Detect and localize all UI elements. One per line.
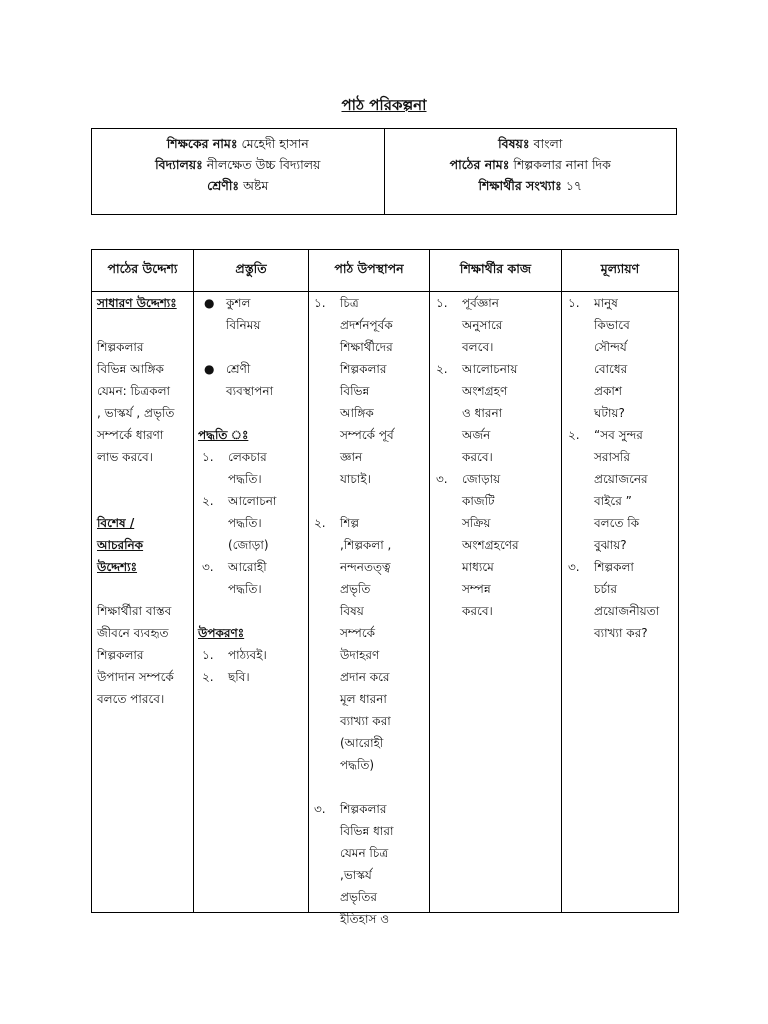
materials-list bbox=[198, 644, 306, 688]
list-item: ১. পাঠ্যবই। bbox=[202, 648, 267, 662]
page-title: পাঠ পরিকল্পনা bbox=[341, 96, 427, 114]
students-value: ১৭ bbox=[565, 178, 583, 193]
evaluation-cell bbox=[564, 292, 678, 644]
list-item: ৩. জোড়ায় কাজটি সক্রিয় অংশগ্রহণের মাধ্যমে সম্পন্ন করবে। bbox=[436, 472, 519, 618]
objectives-cell bbox=[97, 292, 192, 710]
special-objective-heading: উদ্দেশ্যঃ bbox=[97, 560, 138, 574]
list-item: ২. শিল্প ,শিল্পকলা , নন্দনতত্ত্ব প্রভৃতি বিষয় সম্পর্কে উদাহরণ প্রদান করে মূল ধারনা ব্যাখ্যা করা (আরোহী পদ্ধতি) bbox=[314, 516, 392, 772]
special-objective-heading: বিশেষ / bbox=[97, 516, 135, 530]
general-objective-line: লাভ করবে। bbox=[97, 450, 153, 464]
list-item: ১. মানুষ কিভাবে সৌন্দর্য বোধের প্রকাশ ঘটায়? bbox=[568, 296, 630, 420]
list-item: ৩. শিল্পকলার বিভিন্ন ধারা যেমন চিত্র ,ভাস্কর্য প্রভৃতির ইতিহাস ও bbox=[314, 802, 394, 926]
header-presentation: পাঠ উপস্থাপন bbox=[334, 260, 404, 276]
special-objective-line: শিক্ষার্থীরা বাস্তব bbox=[97, 604, 172, 618]
presentation-cell bbox=[310, 292, 428, 930]
list-item: ২. আলোচনা পদ্ধতি। (জোড়া) bbox=[202, 494, 277, 552]
general-objective-heading: সাধারণ উদ্দেশ্যঃ bbox=[97, 296, 177, 310]
school-row bbox=[155, 154, 320, 175]
lesson-label: পাঠের নামঃ bbox=[449, 157, 510, 172]
class-row bbox=[207, 175, 268, 196]
header-objectives: পাঠের উদ্দেশ্য bbox=[107, 260, 178, 276]
general-objective-line: বিভিন্ন আঙ্গিক bbox=[97, 362, 164, 376]
list-item: ১. লেকচার পদ্ধতি। bbox=[202, 450, 267, 486]
general-objective-line: , ভাস্কর্য , প্রভৃতি bbox=[97, 406, 175, 420]
bullet-icon: ● bbox=[204, 296, 215, 310]
column-divider bbox=[561, 250, 562, 912]
list-item: ১. পূর্বজ্ঞান অনুসারে বলবে। bbox=[436, 296, 503, 354]
lesson-info-box bbox=[91, 128, 677, 215]
header-student-work: শিক্ষার্থীর কাজ bbox=[459, 260, 532, 276]
teacher-row bbox=[167, 133, 309, 154]
teacher-value: মেহেদী হাসান bbox=[241, 136, 309, 151]
special-objective-line: জীবনে ব্যবহৃত bbox=[97, 626, 169, 640]
list-item: ৩. আরোহী পদ্ধতি। bbox=[202, 560, 267, 596]
subject-row bbox=[498, 133, 562, 154]
general-objective-line: সম্পর্কে ধারণা bbox=[97, 428, 164, 442]
list-item: ২. ছবি। bbox=[202, 670, 250, 684]
teacher-label: শিক্ষকের নামঃ bbox=[166, 136, 238, 151]
subject-value: বাংলা bbox=[533, 136, 563, 151]
list-item: ● শ্রেণী ব্যবস্থাপনা bbox=[198, 358, 306, 402]
preparation-cell bbox=[198, 292, 306, 688]
method-heading: পদ্ধতি ঃ bbox=[198, 428, 249, 442]
column-divider bbox=[429, 250, 430, 912]
class-label: শ্রেণীঃ bbox=[207, 178, 240, 193]
column-divider bbox=[193, 250, 194, 912]
student-work-list bbox=[432, 292, 560, 622]
students-label: শিক্ষার্থীর সংখ্যাঃ bbox=[478, 178, 562, 193]
general-objective-line: যেমন: চিত্রকলা bbox=[97, 384, 171, 398]
subject-label: বিষয়ঃ bbox=[498, 136, 530, 151]
bullet-icon: ● bbox=[204, 362, 215, 376]
students-row bbox=[478, 175, 582, 196]
header-preparation: প্রস্তুতি bbox=[235, 260, 267, 276]
evaluation-list bbox=[564, 292, 678, 644]
special-objective-line: বলতে পারবে। bbox=[97, 692, 165, 706]
presentation-list bbox=[310, 292, 428, 930]
preparation-bullets bbox=[198, 292, 306, 402]
school-value: নীলক্ষেত উচ্চ বিদ্যালয় bbox=[206, 157, 321, 172]
list-item: ২. “সব সুন্দর সরাসরি প্রয়োজনের বাইরে ” বলতে কি বুঝায়? bbox=[568, 428, 648, 552]
list-item: ১. চিত্র প্রদর্শনপূর্বক শিক্ষার্থীদের শিল্পকলার বিভিন্ন আঙ্গিক সম্পর্কে পূর্ব জ্ঞান যাচাই। bbox=[314, 296, 394, 486]
method-list bbox=[198, 446, 306, 600]
student-work-cell bbox=[432, 292, 560, 622]
special-objective-heading: আচরনিক bbox=[97, 538, 144, 552]
special-objective-line: উপাদান সম্পর্কে bbox=[97, 670, 174, 684]
special-objective-line: শিল্পকলার bbox=[97, 648, 144, 662]
column-divider bbox=[308, 250, 309, 912]
info-left-column bbox=[92, 129, 385, 214]
class-value: অষ্টম bbox=[243, 178, 269, 193]
lesson-row bbox=[450, 154, 611, 175]
header-evaluation: মূল্যায়ণ bbox=[600, 260, 640, 276]
list-item: ২. আলোচনায় অংশগ্রহণ ও ধারনা অর্জন করবে। bbox=[436, 362, 518, 464]
general-objective-line: শিল্পকলার bbox=[97, 340, 144, 354]
lesson-value: শিল্পকলার নানা দিক bbox=[513, 157, 611, 172]
materials-heading: উপকরণঃ bbox=[198, 626, 245, 640]
list-item: ৩. শিল্পকলা চর্চার প্রয়োজনীয়তা ব্যাখ্যা কর? bbox=[568, 560, 660, 640]
info-right-column bbox=[385, 129, 677, 214]
lesson-plan-table bbox=[91, 249, 679, 926]
list-item: ● কুশল বিনিময় bbox=[198, 292, 306, 336]
school-label: বিদ্যালয়ঃ bbox=[155, 157, 203, 172]
